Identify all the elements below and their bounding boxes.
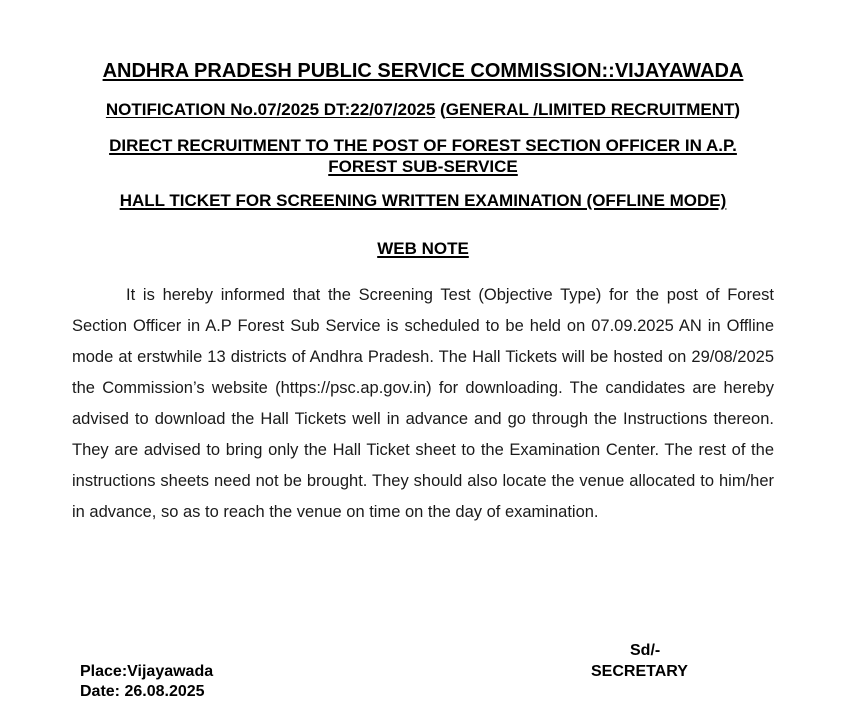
recruitment-heading xyxy=(0,135,846,177)
notification-number: NOTIFICATION No.07/2025 DT:22/07/2025 xyxy=(105,100,436,119)
hall-ticket-heading: HALL TICKET FOR SCREENING WRITTEN EXAMINATION (OFFLINE MODE) xyxy=(119,191,727,210)
signature-sd: Sd/- xyxy=(630,642,661,659)
notification-type: GENERAL /LIMITED RECRUITMENT xyxy=(445,100,735,119)
notification-paren-close: ) xyxy=(734,100,741,119)
signatory-designation: SECRETARY xyxy=(591,663,688,680)
place-line: Place:Vijayawada xyxy=(80,663,214,680)
notice-paragraph: It is hereby informed that the Screening Test (Objective Type) for the post of Forest Section Officer in A.P Forest Sub Service is scheduled to be held on 07.09.2025 AN in Offline mode at erstwhile 13 districts of Andhra Pradesh. The Hall Tickets will be hosted on 29/08/2025 the Commission’s website (https://psc.ap.gov.in) for downloading. The candidates are hereby advised to download the Hall Tickets well in advance and go through the Instructions thereon. They are advised to bring only the Hall Ticket sheet to the Examination Center. The rest of the instructions sheets need not be brought. They should also locate the venue allocated to him/her in advance, so as to reach the venue on time on the day of examination. xyxy=(72,286,774,521)
notification-paren-open: ( xyxy=(435,100,446,119)
recruitment-heading-line-1: DIRECT RECRUITMENT TO THE POST OF FOREST SECTION OFFICER IN A.P. xyxy=(109,136,737,155)
date-line: Date: 26.08.2025 xyxy=(80,683,205,700)
commission-title: ANDHRA PRADESH PUBLIC SERVICE COMMISSION::VIJAYAWADA xyxy=(102,60,744,82)
web-note-heading: WEB NOTE xyxy=(377,239,469,258)
notification-heading xyxy=(0,99,846,120)
recruitment-heading-line-2: FOREST SUB-SERVICE xyxy=(328,157,518,176)
